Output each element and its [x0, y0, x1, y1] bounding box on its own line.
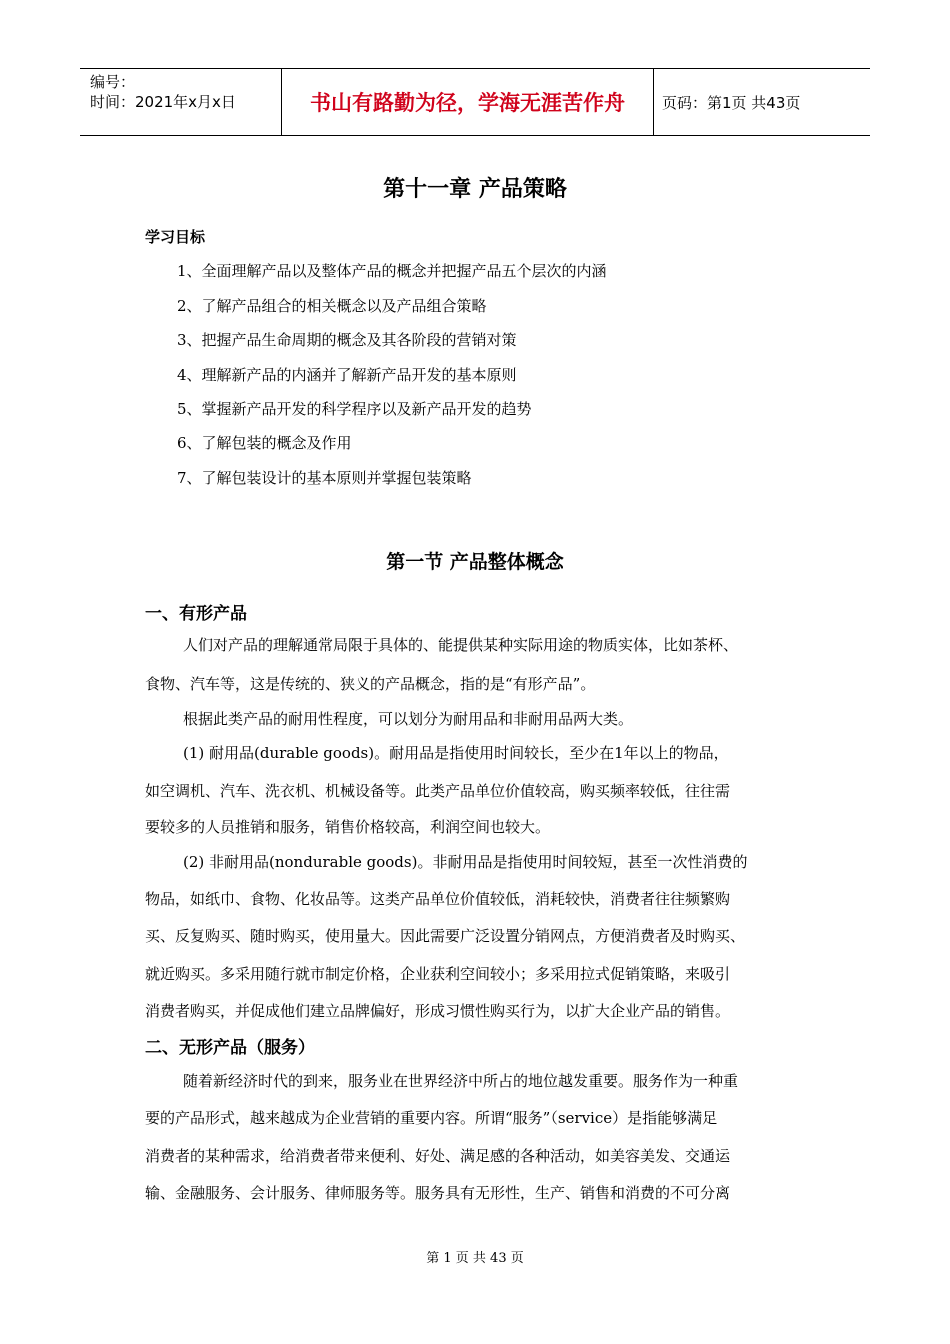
paragraph-line: 根据此类产品的耐用性程度，可以划分为耐用品和非耐用品两大类。 — [183, 710, 634, 728]
document-date: 时间：2021年x月x日 — [90, 93, 236, 111]
section-title: 第一节 产品整体概念 — [386, 551, 564, 573]
paragraph-line: 随着新经济时代的到来，服务业在世界经济中所占的地位越发重要。服务作为一种重 — [183, 1072, 739, 1090]
paragraph-line: 食物、汽车等，这是传统的、狭义的产品概念，指的是“有形产品”。 — [145, 675, 596, 693]
goal-item: 4、理解新产品的内涵并了解新产品开发的基本原则 — [177, 366, 517, 384]
header-motto: 书山有路勤为径，学海无涯苦作舟 — [282, 69, 654, 135]
page-footer: 第 1 页 共 43 页 — [426, 1251, 524, 1266]
goal-item: 6、了解包装的概念及作用 — [177, 434, 352, 452]
paragraph-line: 输、金融服务、会计服务、律师服务等。服务具有无形性，生产、销售和消费的不可分离 — [145, 1184, 731, 1202]
paragraph-line: 要较多的人员推销和服务，销售价格较高，利润空间也较大。 — [145, 818, 551, 836]
header-table — [80, 68, 870, 136]
goal-item: 3、把握产品生命周期的概念及其各阶段的营销对策 — [177, 331, 517, 349]
paragraph-line: 买、反复购买、随时购买，使用量大。因此需要广泛设置分销网点，方便消费者及时购买、 — [145, 927, 746, 945]
goals-title: 学习目标 — [145, 228, 206, 246]
subsection-heading-intangible: 二、无形产品（服务） — [145, 1038, 315, 1058]
paragraph-line: 就近购买。多采用随行就市制定价格，企业获利空间较小；多采用拉式促销策略，来吸引 — [145, 965, 731, 983]
document-number-label: 编号： — [90, 73, 136, 91]
goal-item: 1、全面理解产品以及整体产品的概念并把握产品五个层次的内涵 — [177, 262, 607, 280]
paragraph-line: (2) 非耐用品(nondurable goods)。非耐用品是指使用时间较短，甚至一次性消费的 — [183, 853, 748, 871]
paragraph-line: 人们对产品的理解通常局限于具体的、能提供某种实际用途的物质实体，比如茶杯、 — [183, 636, 739, 654]
header-meta-cell — [80, 69, 282, 135]
paragraph-line: 消费者购买，并促成他们建立品牌偏好，形成习惯性购买行为，以扩大企业产品的销售。 — [145, 1002, 731, 1020]
goal-item: 5、掌握新产品开发的科学程序以及新产品开发的趋势 — [177, 400, 532, 418]
paragraph-line: 如空调机、汽车、洗衣机、机械设备等。此类产品单位价值较高，购买频率较低，往往需 — [145, 782, 731, 800]
paragraph-line: 要的产品形式，越来越成为企业营销的重要内容。所谓“服务”（service）是指能够满足 — [145, 1109, 718, 1127]
paragraph-line: (1) 耐用品(durable goods)。耐用品是指使用时间较长，至少在1年以上的物品， — [183, 744, 729, 762]
paragraph-line: 消费者的某种需求，给消费者带来便利、好处、满足感的各种活动，如美容美发、交通运 — [145, 1147, 731, 1165]
header-page-info: 页码：第1页 共43页 — [662, 93, 801, 112]
goal-item: 7、了解包装设计的基本原则并掌握包装策略 — [177, 469, 472, 487]
goal-item: 2、了解产品组合的相关概念以及产品组合策略 — [177, 297, 487, 315]
paragraph-line: 物品，如纸巾、食物、化妆品等。这类产品单位价值较低，消耗较快，消费者往往频繁购 — [145, 890, 731, 908]
subsection-heading-tangible: 一、有形产品 — [145, 604, 247, 624]
chapter-title: 第十一章 产品策略 — [383, 177, 567, 202]
